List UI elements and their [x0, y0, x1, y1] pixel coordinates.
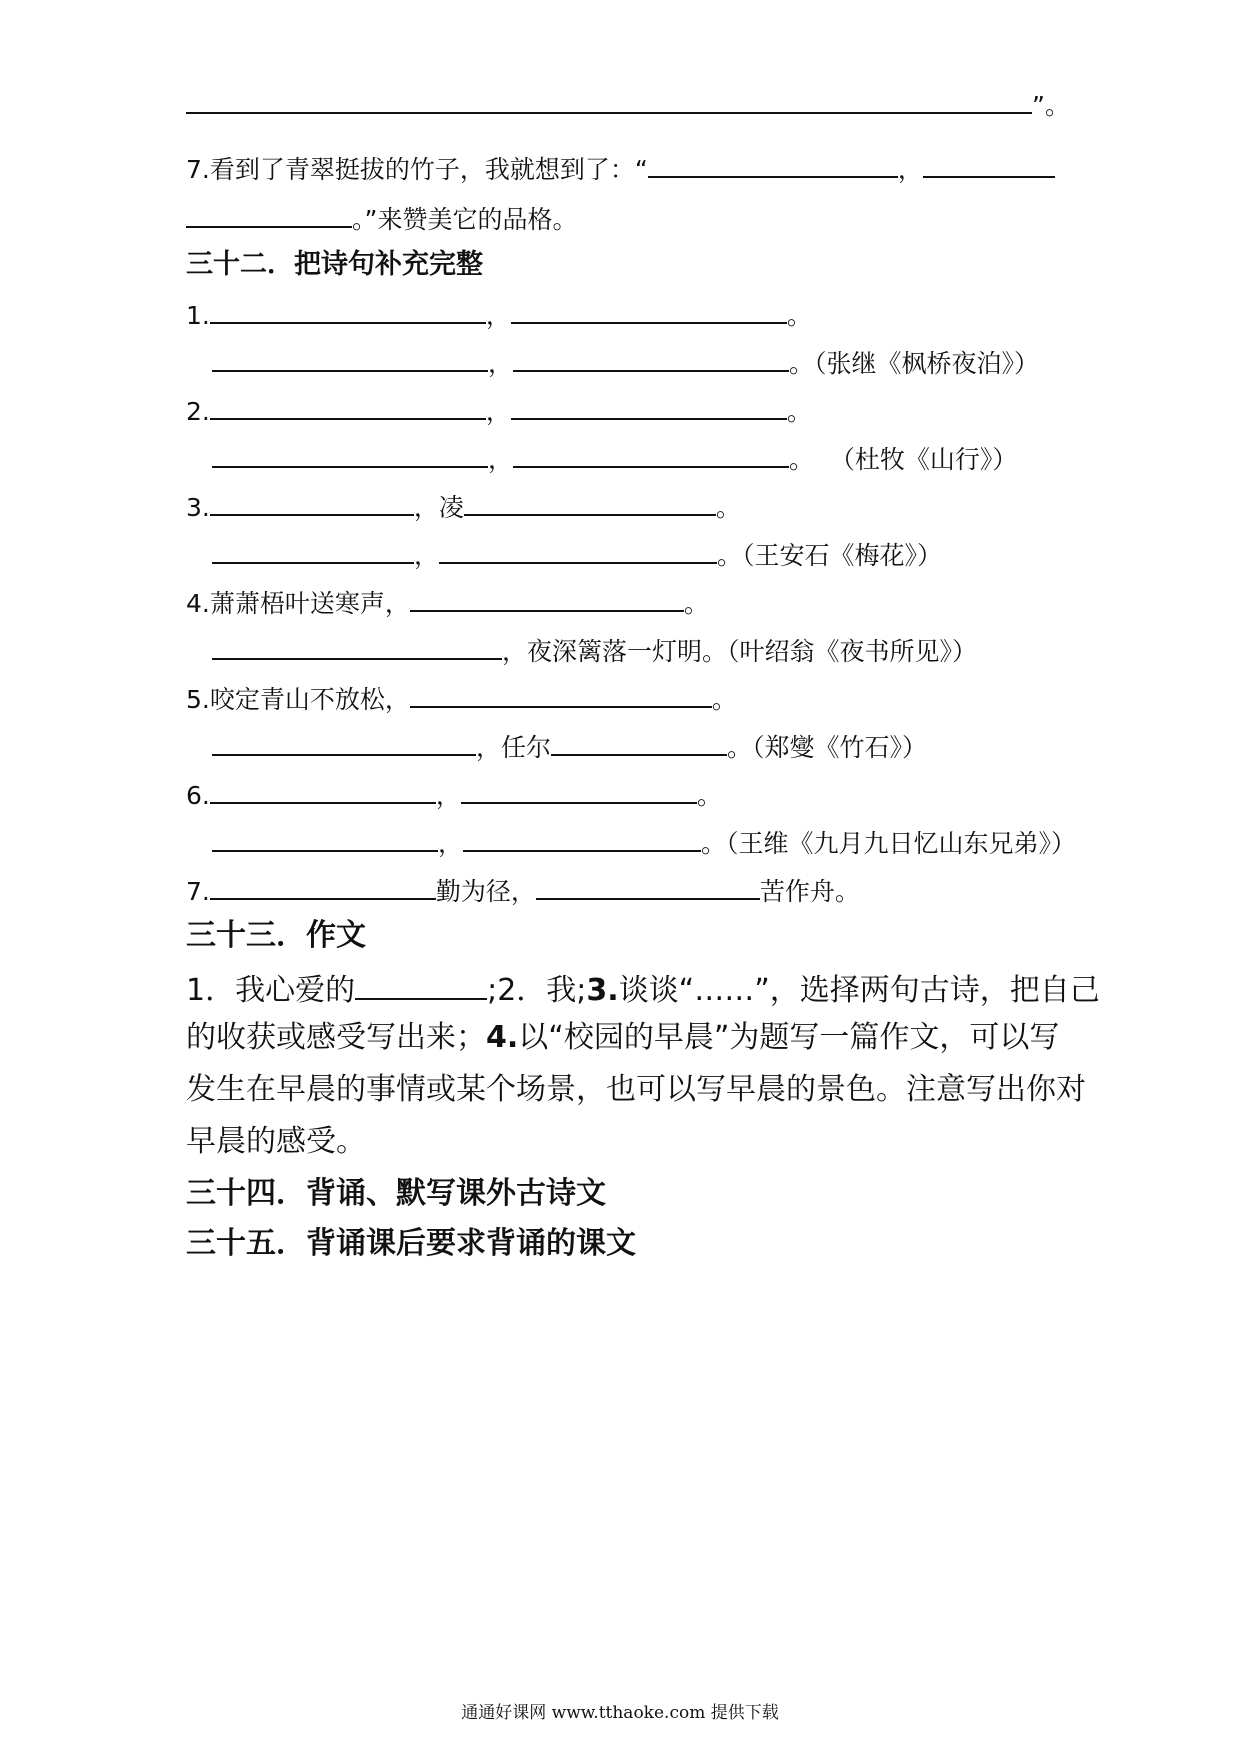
poem-text: ，夜深篱落一灯明。（叶绍翁《夜书所见》） — [502, 637, 978, 666]
q6-answer-line — [186, 86, 1070, 123]
period: 。 — [786, 397, 812, 426]
poem-4-line1 — [186, 584, 709, 621]
item-number: 6. — [186, 781, 210, 810]
section-33-title: 三十三．作文 — [186, 918, 366, 953]
section-32-title: 三十二．把诗句补充完整 — [186, 249, 483, 280]
period: 。 — [786, 301, 812, 330]
poem-attribution: 。（王安石《梅花》） — [717, 541, 943, 570]
comma: ， — [414, 541, 440, 570]
blank[interactable] — [212, 344, 488, 372]
blank[interactable] — [439, 536, 717, 564]
blank[interactable] — [648, 150, 898, 178]
poem-text: ，凌 — [413, 493, 464, 522]
essay-number: 4. — [486, 1020, 519, 1055]
section-35-title: 三十五．背诵课后要求背诵的课文 — [186, 1226, 636, 1261]
essay-text: 谈谈“……”，选择两句古诗，把自己 — [618, 973, 1100, 1008]
essay-text: ;2．我; — [487, 973, 587, 1008]
item-number: 1. — [186, 301, 210, 330]
poem-text: 勤为径， — [435, 877, 536, 906]
poem-7-line1 — [186, 872, 860, 909]
blank[interactable] — [210, 872, 436, 900]
comma: ， — [488, 349, 514, 378]
blank[interactable] — [212, 440, 488, 468]
blank[interactable] — [212, 632, 502, 660]
blank[interactable] — [464, 488, 716, 516]
blank[interactable] — [511, 392, 787, 420]
blank[interactable] — [513, 344, 789, 372]
comma: ， — [897, 155, 923, 184]
blank[interactable] — [410, 584, 684, 612]
blank[interactable] — [355, 966, 487, 1000]
blank[interactable] — [923, 150, 1055, 178]
blank[interactable] — [186, 86, 1032, 114]
essay-text: 以“校园的早晨”为题写一篇作文，可以写 — [518, 1020, 1060, 1055]
essay-line2 — [186, 1018, 1059, 1058]
comma: ， — [485, 397, 511, 426]
blank[interactable] — [511, 296, 787, 324]
essay-number: 3. — [586, 973, 619, 1008]
period: 。 — [715, 493, 741, 522]
poem-6-line1 — [186, 776, 722, 813]
q7-line1 — [186, 150, 1055, 187]
blank[interactable] — [513, 440, 789, 468]
poem-attribution: 。（郑燮《竹石》） — [727, 733, 928, 762]
blank[interactable] — [551, 728, 727, 756]
blank[interactable] — [536, 872, 760, 900]
q7-line2 — [186, 200, 577, 237]
item-number: 2. — [186, 397, 210, 426]
essay-line3: 发生在早晨的事情或某个场景，也可以写早晨的景色。注意写出你对 — [186, 1072, 1086, 1107]
essay-line1 — [186, 966, 1100, 1011]
poem-2-line2 — [212, 440, 1017, 477]
poem-text: 苦作舟。 — [759, 877, 860, 906]
comma: ， — [485, 301, 511, 330]
period: 。 — [696, 781, 722, 810]
period: 。 — [711, 685, 737, 714]
poem-1-line2 — [212, 344, 1039, 381]
poem-5-line1 — [186, 680, 737, 717]
poem-attribution: 。（王维《九月九日忆山东兄弟》） — [701, 829, 1077, 858]
poem-attribution: 。（张继《枫桥夜泊》） — [789, 349, 1040, 378]
blank[interactable] — [186, 200, 352, 228]
q7-prefix: 7.看到了青翠挺拔的竹子，我就想到了：“ — [186, 155, 648, 184]
blank[interactable] — [212, 728, 476, 756]
page-footer: 通通好课网 www.tthaoke.com 提供下载 — [461, 1703, 779, 1723]
poem-1-line1 — [186, 296, 812, 333]
comma: ， — [488, 445, 514, 474]
poem-4-line2 — [212, 632, 977, 669]
essay-line4: 早晨的感受。 — [186, 1124, 366, 1159]
blank[interactable] — [210, 776, 436, 804]
poem-text: 5.咬定青山不放松， — [186, 685, 410, 714]
poem-5-line2 — [212, 728, 927, 765]
essay-text: 1．我心爱的 — [186, 973, 356, 1008]
blank[interactable] — [463, 824, 701, 852]
blank[interactable] — [210, 392, 486, 420]
poem-text: ，任尔 — [476, 733, 552, 762]
q7-end: 。”来赞美它的品格。 — [352, 205, 578, 234]
item-number: 3. — [186, 493, 210, 522]
blank[interactable] — [212, 536, 414, 564]
period: 。 — [683, 589, 709, 618]
poem-2-line1 — [186, 392, 812, 429]
item-number: 7. — [186, 877, 210, 906]
blank[interactable] — [212, 824, 438, 852]
essay-text: 的收获或感受写出来； — [186, 1020, 486, 1055]
comma: ， — [438, 829, 464, 858]
blank[interactable] — [210, 296, 486, 324]
blank[interactable] — [210, 488, 414, 516]
section-34-title: 三十四．背诵、默写课外古诗文 — [186, 1176, 606, 1211]
poem-attribution: 。 （杜牧《山行》） — [789, 445, 1018, 474]
blank[interactable] — [461, 776, 697, 804]
comma: ， — [435, 781, 461, 810]
blank[interactable] — [410, 680, 712, 708]
poem-3-line1 — [186, 488, 741, 525]
poem-text: 4.萧萧梧叶送寒声， — [186, 589, 410, 618]
q6-end: ”。 — [1032, 91, 1070, 120]
poem-3-line2 — [212, 536, 942, 573]
poem-6-line2 — [212, 824, 1076, 861]
